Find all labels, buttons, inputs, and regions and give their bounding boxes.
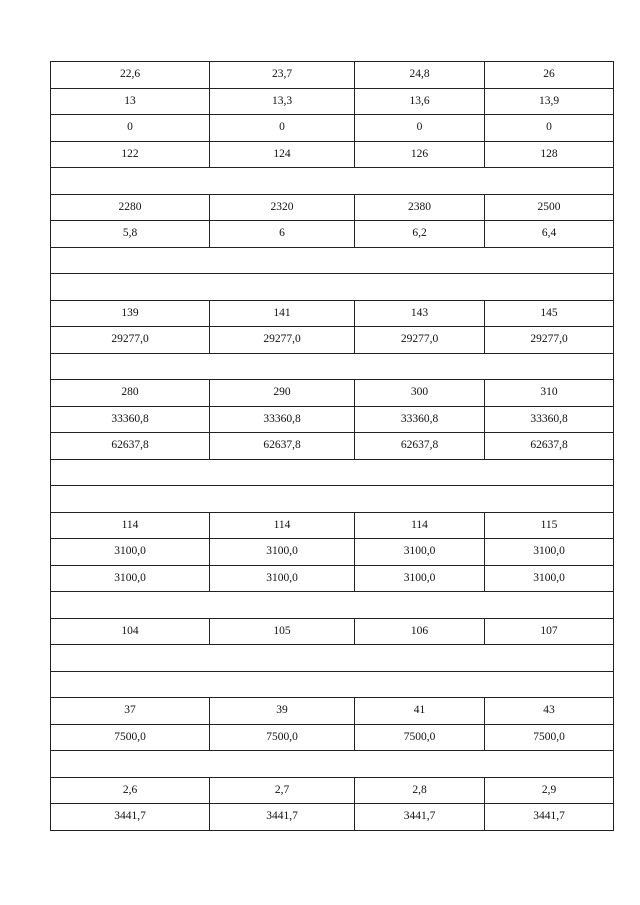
table-cell: 37 bbox=[51, 698, 210, 725]
table-cell: 62637,8 bbox=[485, 433, 614, 460]
table-row-empty bbox=[51, 645, 614, 672]
table-cell: 3441,7 bbox=[485, 804, 614, 831]
table-cell: 62637,8 bbox=[210, 433, 355, 460]
table-cell: 143 bbox=[355, 300, 485, 327]
table-cell: 126 bbox=[355, 141, 485, 168]
table-cell-empty bbox=[51, 274, 614, 301]
table-row bbox=[51, 327, 614, 354]
table-cell: 2500 bbox=[485, 194, 614, 221]
table-row-empty bbox=[51, 247, 614, 274]
table-cell: 3100,0 bbox=[485, 539, 614, 566]
table-cell-empty bbox=[51, 247, 614, 274]
table-cell: 290 bbox=[210, 380, 355, 407]
table-cell: 114 bbox=[355, 512, 485, 539]
table-cell: 280 bbox=[51, 380, 210, 407]
table-row bbox=[51, 512, 614, 539]
table-cell: 0 bbox=[210, 115, 355, 142]
table-row bbox=[51, 62, 614, 89]
table-row bbox=[51, 141, 614, 168]
table-cell: 115 bbox=[485, 512, 614, 539]
table-cell: 2,7 bbox=[210, 777, 355, 804]
table-cell: 122 bbox=[51, 141, 210, 168]
table-cell-empty bbox=[51, 751, 614, 778]
table-row-empty bbox=[51, 486, 614, 513]
table-cell: 145 bbox=[485, 300, 614, 327]
table-row-empty bbox=[51, 592, 614, 619]
table-row bbox=[51, 221, 614, 248]
table-cell: 2320 bbox=[210, 194, 355, 221]
table-cell: 124 bbox=[210, 141, 355, 168]
table-cell: 7500,0 bbox=[51, 724, 210, 751]
table-cell: 29277,0 bbox=[210, 327, 355, 354]
table-cell-empty bbox=[51, 486, 614, 513]
table-cell: 13,3 bbox=[210, 88, 355, 115]
table-cell: 29277,0 bbox=[485, 327, 614, 354]
table-cell-empty bbox=[51, 592, 614, 619]
table-cell: 39 bbox=[210, 698, 355, 725]
table-cell: 13 bbox=[51, 88, 210, 115]
table-cell: 41 bbox=[355, 698, 485, 725]
table-cell-empty bbox=[51, 353, 614, 380]
table-cell: 114 bbox=[51, 512, 210, 539]
table-row-empty bbox=[51, 671, 614, 698]
table-row bbox=[51, 698, 614, 725]
table-cell: 13,6 bbox=[355, 88, 485, 115]
table-row-empty bbox=[51, 353, 614, 380]
table-cell: 3100,0 bbox=[210, 565, 355, 592]
table-cell: 3100,0 bbox=[485, 565, 614, 592]
table-row bbox=[51, 777, 614, 804]
table-row bbox=[51, 433, 614, 460]
table-cell: 3100,0 bbox=[51, 539, 210, 566]
table-cell: 107 bbox=[485, 618, 614, 645]
table-cell: 29277,0 bbox=[355, 327, 485, 354]
table-row bbox=[51, 380, 614, 407]
table-cell: 2,8 bbox=[355, 777, 485, 804]
table-cell-empty bbox=[51, 168, 614, 195]
table-cell: 13,9 bbox=[485, 88, 614, 115]
table-cell: 0 bbox=[355, 115, 485, 142]
table-cell: 6 bbox=[210, 221, 355, 248]
table-cell: 141 bbox=[210, 300, 355, 327]
table-cell-empty bbox=[51, 645, 614, 672]
table-cell: 3441,7 bbox=[210, 804, 355, 831]
table-cell: 3441,7 bbox=[51, 804, 210, 831]
table-cell: 3100,0 bbox=[355, 539, 485, 566]
table-cell: 5,8 bbox=[51, 221, 210, 248]
table-cell: 2,9 bbox=[485, 777, 614, 804]
table-cell: 62637,8 bbox=[355, 433, 485, 460]
table-row bbox=[51, 539, 614, 566]
table-cell: 6,4 bbox=[485, 221, 614, 248]
table-cell-empty bbox=[51, 671, 614, 698]
table-cell: 300 bbox=[355, 380, 485, 407]
table-cell: 29277,0 bbox=[51, 327, 210, 354]
table-cell: 3100,0 bbox=[210, 539, 355, 566]
table-cell: 23,7 bbox=[210, 62, 355, 89]
table-row bbox=[51, 194, 614, 221]
table-row bbox=[51, 724, 614, 751]
table-cell: 33360,8 bbox=[51, 406, 210, 433]
table-cell: 7500,0 bbox=[355, 724, 485, 751]
table-row-empty bbox=[51, 168, 614, 195]
table-cell: 26 bbox=[485, 62, 614, 89]
table-cell: 3100,0 bbox=[355, 565, 485, 592]
table-cell-empty bbox=[51, 459, 614, 486]
table-cell: 24,8 bbox=[355, 62, 485, 89]
table-cell: 62637,8 bbox=[51, 433, 210, 460]
table-cell: 105 bbox=[210, 618, 355, 645]
table-row bbox=[51, 406, 614, 433]
table-cell: 139 bbox=[51, 300, 210, 327]
table-row bbox=[51, 88, 614, 115]
table-cell: 2280 bbox=[51, 194, 210, 221]
table-cell: 6,2 bbox=[355, 221, 485, 248]
table-cell: 104 bbox=[51, 618, 210, 645]
table-cell: 33360,8 bbox=[355, 406, 485, 433]
table-row bbox=[51, 300, 614, 327]
table-cell: 2,6 bbox=[51, 777, 210, 804]
table-cell: 3100,0 bbox=[51, 565, 210, 592]
table-cell: 2380 bbox=[355, 194, 485, 221]
table-cell: 3441,7 bbox=[355, 804, 485, 831]
data-table bbox=[50, 61, 614, 831]
table-row-empty bbox=[51, 751, 614, 778]
table-cell: 33360,8 bbox=[210, 406, 355, 433]
table-row-empty bbox=[51, 274, 614, 301]
table-cell: 43 bbox=[485, 698, 614, 725]
table-row bbox=[51, 565, 614, 592]
table-cell: 33360,8 bbox=[485, 406, 614, 433]
table-cell: 22,6 bbox=[51, 62, 210, 89]
table-body bbox=[51, 62, 614, 831]
table-row bbox=[51, 115, 614, 142]
table-cell: 114 bbox=[210, 512, 355, 539]
table-row bbox=[51, 618, 614, 645]
table-row-empty bbox=[51, 459, 614, 486]
table-row bbox=[51, 804, 614, 831]
table-cell: 128 bbox=[485, 141, 614, 168]
table-cell: 7500,0 bbox=[485, 724, 614, 751]
table-cell: 106 bbox=[355, 618, 485, 645]
table-cell: 0 bbox=[51, 115, 210, 142]
table-cell: 7500,0 bbox=[210, 724, 355, 751]
table-cell: 310 bbox=[485, 380, 614, 407]
table-cell: 0 bbox=[485, 115, 614, 142]
